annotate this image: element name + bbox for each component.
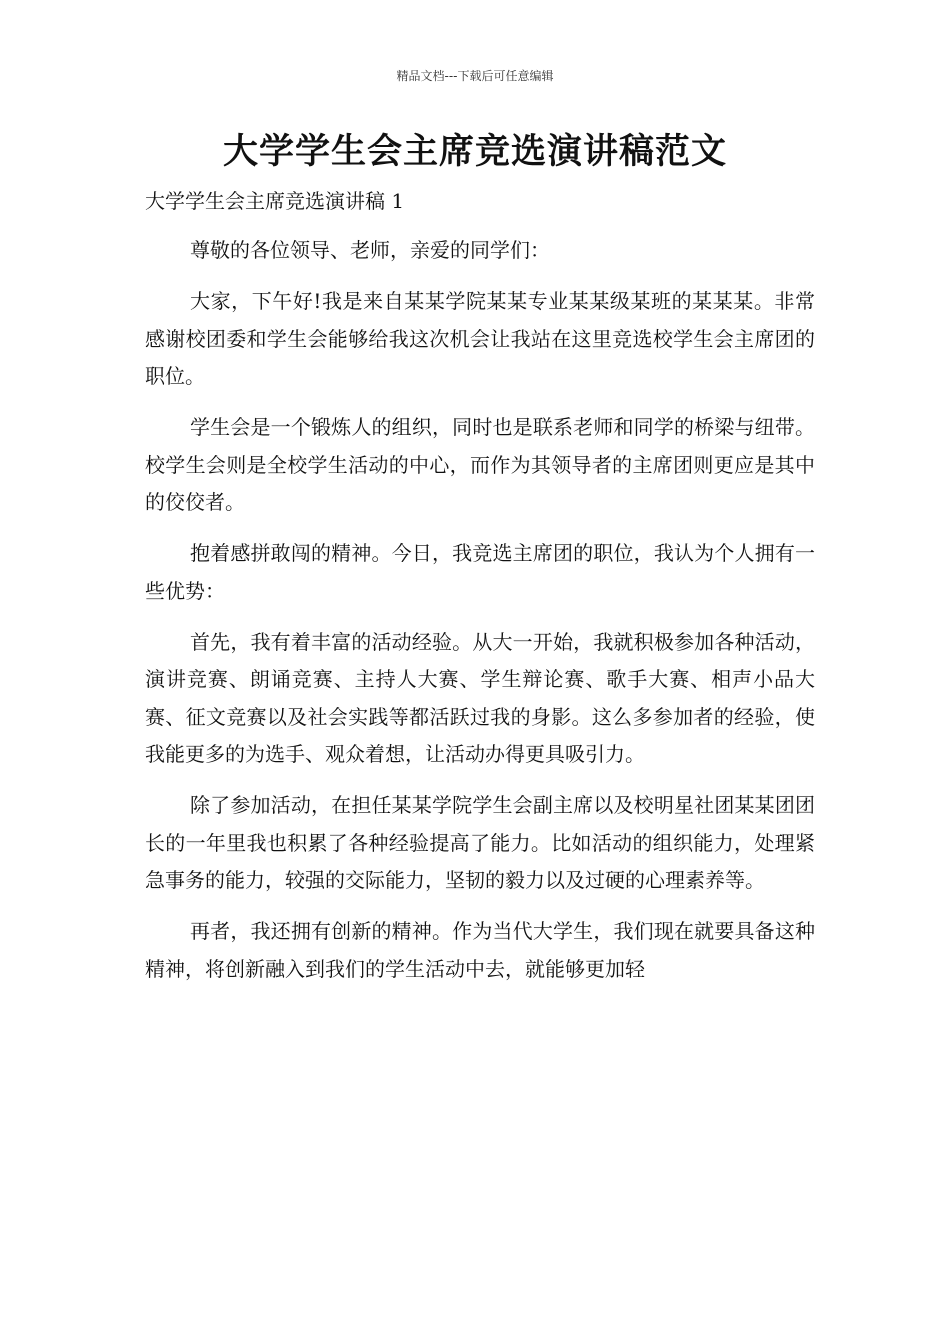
paragraph-1: 尊敬的各位领导、老师，亲爱的同学们： <box>190 238 550 262</box>
paragraph-2: 大家，下午好!我是来自某某学院某某专业某某级某班的某某某。非常感谢校团委和学生会能够给我这次机会让我站在这里竞选校学生会主席团的职位。 <box>145 289 815 388</box>
paragraph-7: 再者，我还拥有创新的精神。作为当代大学生，我们现在就要具备这种精神，将创新融入到我们的学生活动中去，就能够更加轻 <box>145 919 815 981</box>
document-body <box>145 232 815 1002</box>
section-subtitle: 大学学生会主席竞选演讲稿 1 <box>145 189 405 213</box>
paragraph-6: 除了参加活动，在担任某某学院学生会副主席以及校明星社团某某团团长的一年里我也积累了各种经验提高了能力。比如活动的组织能力，处理紧急事务的能力，较强的交际能力，坚韧的毅力以及过硬的心理素养等。 <box>145 793 815 892</box>
document-title: 大学学生会主席竞选演讲稿范文 <box>222 132 727 172</box>
paragraph-3: 学生会是一个锻炼人的组织，同时也是联系老师和同学的桥梁与纽带。校学生会则是全校学生活动的中心，而作为其领导者的主席团则更应是其中的佼佼者。 <box>145 415 815 514</box>
paragraph-4: 抱着感拼敢闯的精神。今日，我竞选主席团的职位，我认为个人拥有一些优势： <box>145 541 815 603</box>
header-note: 精品文档---下载后可任意编辑 <box>396 69 554 83</box>
paragraph-5: 首先，我有着丰富的活动经验。从大一开始，我就积极参加各种活动，演讲竞赛、朗诵竞赛、主持人大赛、学生辩论赛、歌手大赛、相声小品大赛、征文竞赛以及社会实践等都活跃过我的身影。这么多参加者的经验，使我能更多的为选手、观众着想，让活动办得更具吸引力。 <box>145 629 815 766</box>
